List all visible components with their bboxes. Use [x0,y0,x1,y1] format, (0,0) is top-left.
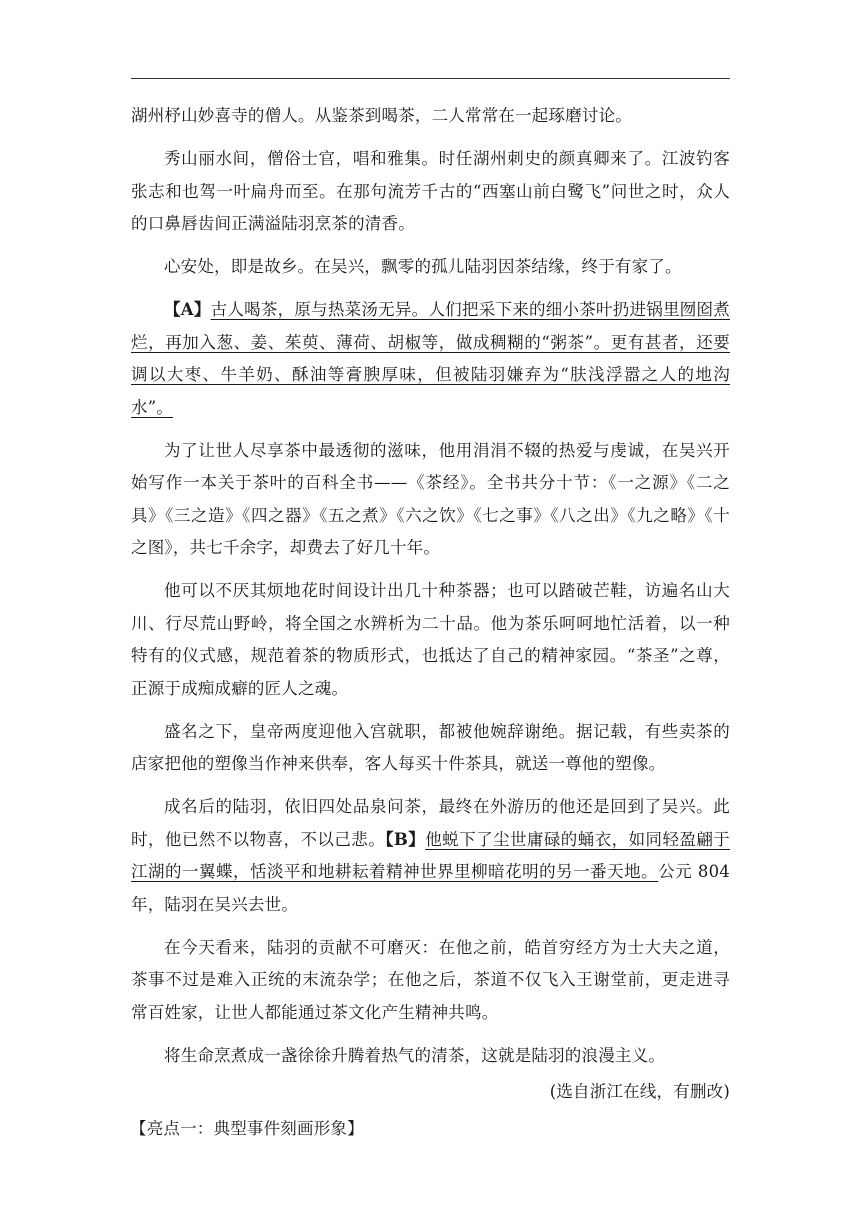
underlined-passage-a: 古人喝茶，原与热菜汤无异。人们把采下来的细小茶叶扔进锅里囫囵煮烂，再加入葱、姜、茱萸、薄荷、胡椒等，做成稠糊的“粥茶”。更有甚者，还要调以大枣、牛羊奶、酥油等膏腴厚味，但被陆羽嫌弃为“肤浅浮嚣之人的地沟水”。 [131,300,730,417]
header-rule [131,78,730,79]
paragraph-9: 在今天看来，陆羽的贡献不可磨灭：在他之前，皓首穷经方为士大夫之道，茶事不过是难入正统的末流杂学；在他之后，茶道不仅飞入王谢堂前，更走进寻常百姓家，让世人都能通过茶文化产生精神共鸣。 [131,937,730,1022]
paragraph-5: 为了让世人尽享茶中最透彻的滋味，他用涓涓不辍的热爱与虔诚，在吴兴开始写作一本关于茶叶的百科全书——《茶经》。全书共分十节：《一之源》《二之具》《三之造》《四之器》《五之煮》《六之饮》《七之事》《八之出》《九之略》《十之图》，共七千余字，却费去了好几十年。 [131,440,730,557]
paragraph-6: 他可以不厌其烦地花时间设计出几十种茶器；也可以踏破芒鞋，访遍名山大川、行尽荒山野岭，将全国之水辨析为二十品。他为茶乐呵呵地忙活着，以一种特有的仪式感，规范着茶的物质形式，也抵达了自己的精神家园。“茶圣”之尊，正源于成痴成癖的匠人之魂。 [131,581,730,698]
paragraph-2: 秀山丽水间，僧俗士官，唱和雅集。时任湖州刺史的颜真卿来了。江波钓客张志和也驾一叶扁舟而至。在那句流芳千古的“西塞山前白鹭飞”问世之时，众人的口鼻唇齿间正满溢陆羽烹茶的清香。 [131,149,730,233]
paragraph-8 [131,791,730,921]
section-heading: 【亮点一：典型事件刻画形象】 [130,1118,364,1138]
paragraph-1: 湖州杼山妙喜寺的僧人。从鉴茶到喝茶，二人常常在一起琢磨讨论。 [131,106,632,125]
paragraph-10: 将生命烹煮成一盏徐徐升腾着热气的清茶，这就是陆羽的浪漫主义。 [164,1045,665,1065]
underlined-passage-b: 他蜕下了尘世庸碌的蛹衣，如同轻盈翩于江湖的一翼蝶，恬淡平和地耕耘着精神世界里柳暗花明的另一番天地。 [131,829,731,881]
paragraph-4 [131,294,730,424]
article-body [131,100,730,1145]
marker-a: 【A】 [164,300,211,319]
source-note: (选自浙江在线，有删改) [549,1082,730,1101]
paragraph-3: 心安处，即是故乡。在吴兴，飘零的孤儿陆羽因茶结缘，终于有家了。 [164,257,682,276]
paragraph-8-tail: 公元 804 年，陆羽在吴兴去世。 [131,862,730,914]
marker-b: 【B】 [385,829,426,849]
paragraph-7: 盛名之下，皇帝两度迎他入宫就职，都被他婉辞谢绝。据记载，有些卖茶的店家把他的塑像当作神来供奉，客人每买十件茶具，就送一尊他的塑像。 [131,721,730,773]
paragraph-8-lead: 成名后的陆羽，依旧四处品泉问茶，最终在外游历的他还是回到了吴兴。此时，他已然不以物喜，不以己悲。 [131,797,730,849]
